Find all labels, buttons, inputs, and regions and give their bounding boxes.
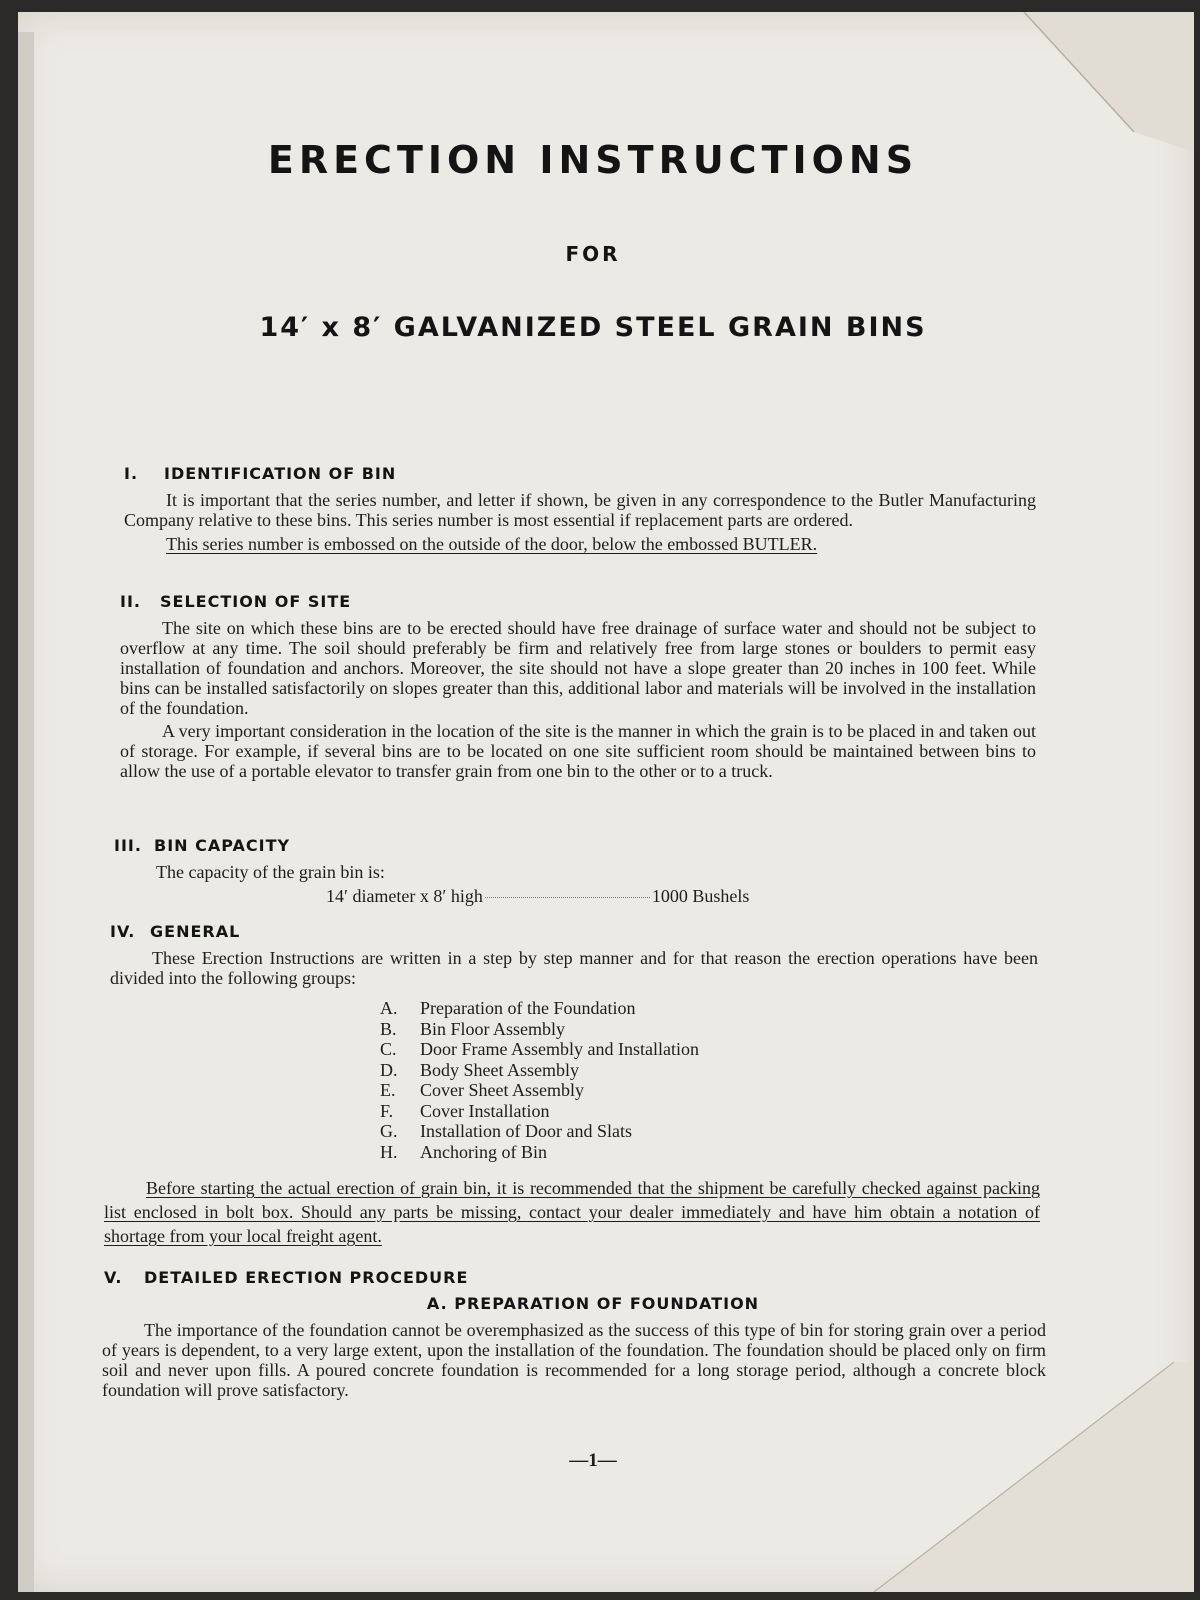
section-4-intro (110, 948, 1038, 988)
group-item (380, 1039, 699, 1060)
group-label: Cover Installation (420, 1100, 550, 1121)
group-letter: E. (380, 1080, 396, 1100)
document-title: ERECTION INSTRUCTIONS (267, 138, 919, 182)
capacity-line (326, 886, 749, 907)
section-1-paragraph-1: It is important that the series number, and letter if shown, be given in any correspondence to the Butler Manufacturing Company relative to these bins. This series number is most essential if replacement parts are ordered. (124, 490, 1036, 530)
section-heading-2: II. SELECTION OF SITE (120, 592, 352, 611)
group-label: Bin Floor Assembly (420, 1018, 566, 1039)
document-page (18, 12, 1194, 1592)
group-label: Body Sheet Assembly (420, 1059, 580, 1080)
group-letter: G. (380, 1121, 398, 1141)
section-heading-1: I. IDENTIFICATION OF BIN (124, 464, 397, 483)
binding-edge (18, 32, 34, 1592)
folded-corner-top-right (934, 12, 1194, 152)
group-item (380, 1080, 699, 1101)
group-label: Anchoring of Bin (420, 1141, 547, 1162)
section-1-text (124, 490, 1036, 554)
group-item (380, 1019, 699, 1040)
section-4-paragraph-2: Before starting the actual erection of grain bin, it is recommended that the shipment be carefully checked against packing list enclosed in bolt box. Should any parts be missing, contact your dealer immediately and have him obtain a notation of shortage from your local freight agent. (104, 1178, 1040, 1246)
leader-dots (485, 897, 650, 898)
group-label: Installation of Door and Slats (420, 1121, 632, 1141)
section-5-text (102, 1320, 1046, 1400)
group-label: Cover Sheet Assembly (420, 1080, 584, 1100)
group-letter: F. (380, 1100, 394, 1121)
group-item (380, 1101, 699, 1122)
capacity-size: 14′ diameter x 8′ high (326, 886, 483, 906)
group-letter: H. (380, 1141, 398, 1162)
erection-groups-list (380, 998, 699, 1162)
title-for: FOR (565, 242, 621, 266)
section-heading-4: IV. GENERAL (110, 922, 241, 941)
group-letter: B. (380, 1018, 397, 1039)
capacity-value: 1000 Bushels (651, 886, 750, 906)
section-heading-3: III. BIN CAPACITY (114, 836, 291, 855)
group-letter: C. (380, 1039, 397, 1059)
page-number: —1— (569, 1450, 617, 1471)
group-letter: A. (380, 998, 398, 1018)
section-2-paragraph-2: A very important consideration in the location of the site is the manner in which the grain is to be placed in and taken out of storage. For example, if several bins are to be located on one site sufficient room should be maintained between bins to allow the use of a portable elevator to transfer grain from one bin to the other or to a truck. (120, 721, 1036, 781)
section-4-paragraph-1: These Erection Instructions are written in a step by step manner and for that reason the erection operations have been divided into the following groups: (110, 948, 1038, 988)
group-letter: D. (380, 1059, 398, 1080)
section-4-notice (104, 1176, 1040, 1248)
document-subtitle: 14′ x 8′ GALVANIZED STEEL GRAIN BINS (259, 312, 927, 343)
section-heading-5: V. DETAILED ERECTION PROCEDURE (104, 1268, 469, 1287)
group-label: Preparation of the Foundation (420, 998, 636, 1018)
group-item (380, 998, 699, 1019)
section-2-text (120, 618, 1036, 781)
section-2-paragraph-1: The site on which these bins are to be erected should have free drainage of surface water and should not be subject to overflow at any time. The soil should preferably be firm and relatively free from large stones or boulders to permit easy installation of foundation and anchors. Moreover, the site should not have a slope greater than 20 inches in 100 feet. While bins can be installed satisfactorily on slopes greater than this, additional labor and materials will be involved in the installation of the foundation. (120, 618, 1036, 718)
section-1-paragraph-2: This series number is embossed on the outside of the door, below the embossed BUTLER. (166, 534, 818, 554)
capacity-intro: The capacity of the grain bin is: (156, 862, 385, 882)
section-5-paragraph-1: The importance of the foundation cannot be overemphasized as the success of this type of bin for storing grain over a period of years is dependent, to a very large extent, upon the installation of the foundation. The foundation should be placed only on firm soil and never upon fills. A poured concrete foundation is recommended for a long storage period, although a concrete block foundation will prove satisfactory. (102, 1320, 1046, 1400)
group-item (380, 1060, 699, 1081)
group-item (380, 1142, 699, 1163)
subsection-heading-a: A. PREPARATION OF FOUNDATION (426, 1294, 760, 1313)
group-label: Door Frame Assembly and Installation (420, 1039, 699, 1059)
group-item (380, 1121, 699, 1142)
